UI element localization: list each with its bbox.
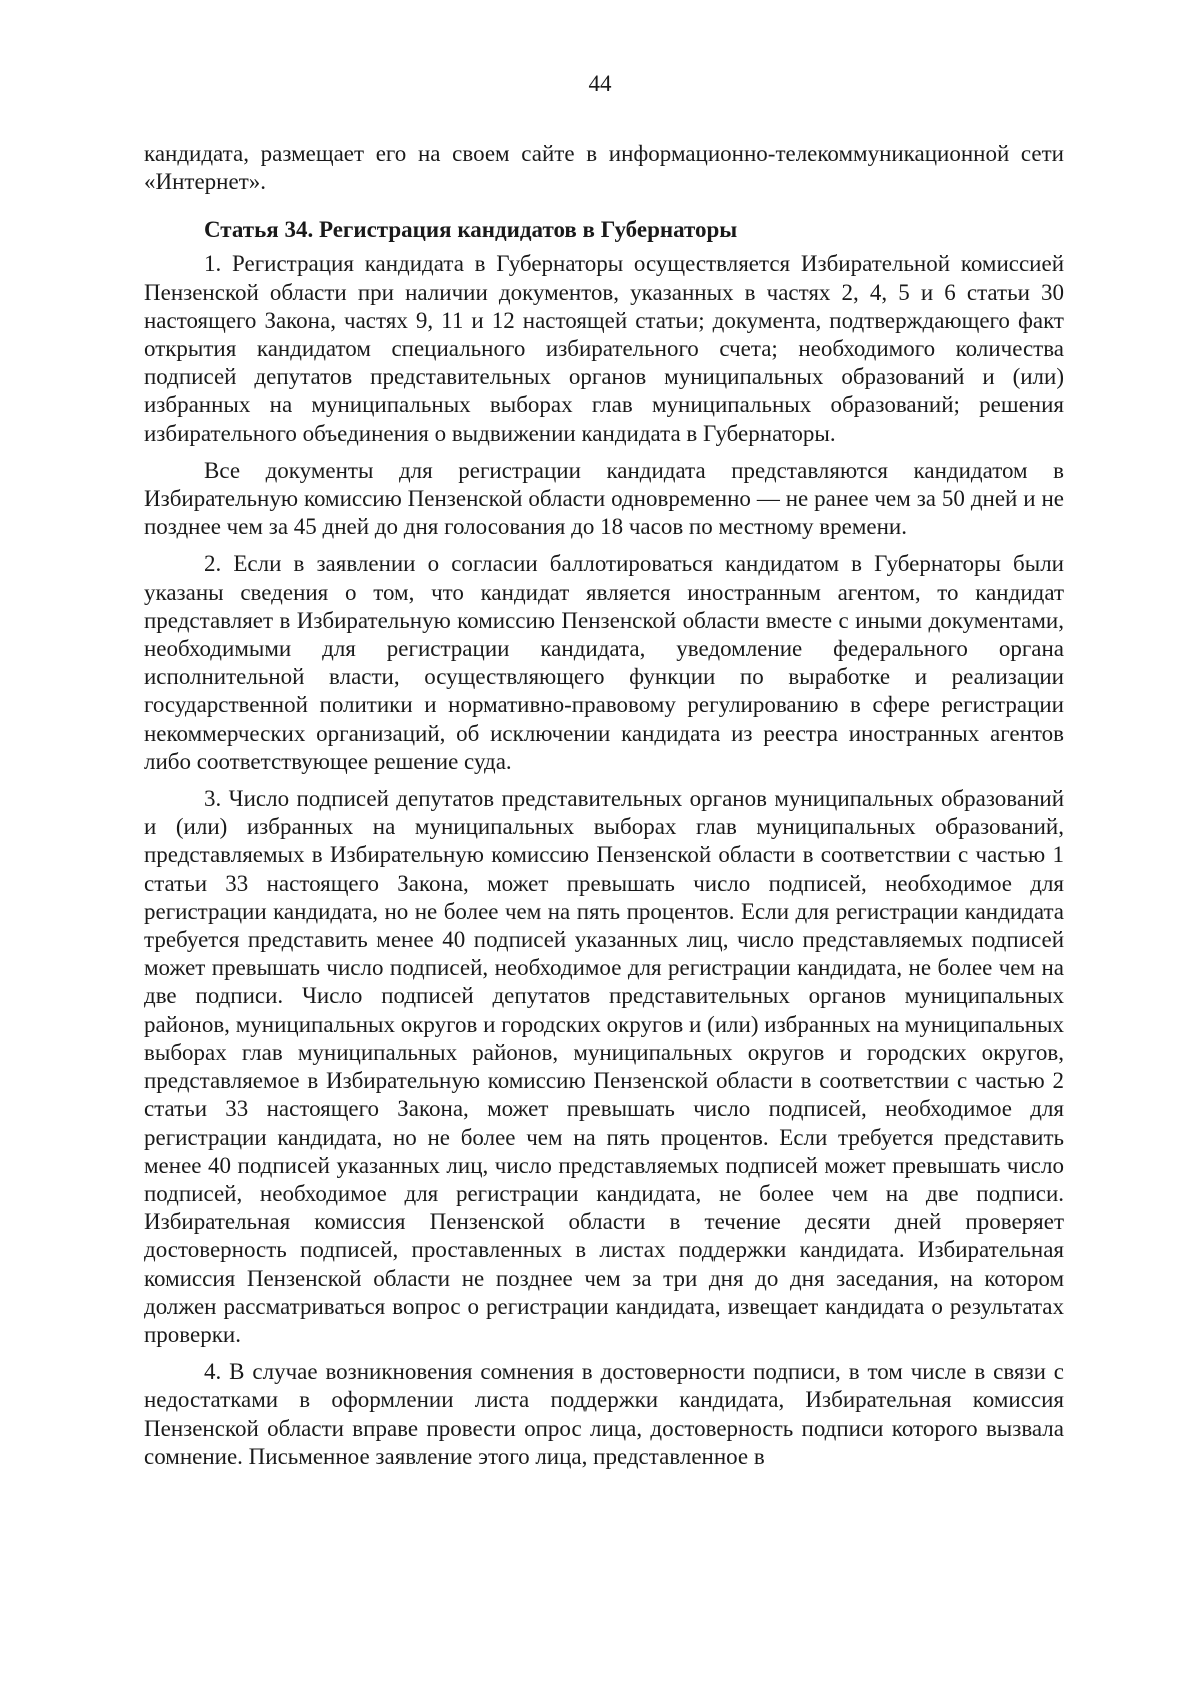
- paragraph-part-1: 1. Регистрация кандидата в Губернаторы осуществляется Избирательной комиссией Пензенской области при наличии документов, указанных в частях 2, 4, 5 и 6 статьи 30 настоящего Закона, частях 9, 11 и 12 настоящей статьи; документа, подтверждающего факт открытия кандидатом специального избирательного счета; необходимого количества подписей депутатов представительных органов муниципальных образований и (или) избранных на муниципальных выборах глав муниципальных образований; решения избирательного объединения о выдвижении кандидата в Губернаторы.: [144, 251, 1064, 446]
- continuation-paragraph: кандидата, размещает его на своем сайте в информационно-телекоммуникационной сети «Интернет».: [144, 141, 1064, 195]
- paragraph-part-2: 2. Если в заявлении о согласии баллотироваться кандидатом в Губернаторы были указаны сведения о том, что кандидат является иностранным агентом, то кандидат представляет в Избирательную комиссию Пензенской области вместе с иными документами, необходимыми для регистрации кандидата, уведомление федерального органа исполнительной власти, осуществляющего функции по выработке и реализации государственной политики и нормативно-правовому регулированию в сфере регистрации некоммерческих организаций, об исключении кандидата из реестра иностранных агентов либо соответствующее решение суда.: [144, 551, 1064, 774]
- paragraph-documents-deadline: Все документы для регистрации кандидата представляются кандидатом в Избирательную комиссию Пензенской области одновременно — не ранее чем за 50 дней и не позднее чем за 45 дней до дня голосования до 18 часов по местному времени.: [144, 457, 1064, 540]
- document-body: [144, 140, 1064, 1471]
- page-number: 44: [588, 71, 612, 96]
- article-heading: Статья 34. Регистрация кандидатов в Губернаторы: [204, 217, 738, 243]
- paragraph-part-3: 3. Число подписей депутатов представительных органов муниципальных образований и (или) избранных на муниципальных выборах глав муниципальных образований, представляемых в Избирательную комиссию Пензенской области в соответствии с частью 1 статьи 33 настоящего Закона, может превышать число подписей, необходимое для регистрации кандидата, но не более чем на пять процентов. Если для регистрации кандидата требуется представить менее 40 подписей указанных лиц, число представляемых подписей может превышать число подписей, необходимое для регистрации кандидата, не более чем на две подписи. Число подписей депутатов представительных органов муниципальных районов, муниципальных округов и городских округов и (или) избранных на муниципальных выборах глав муниципальных районов, муниципальных округов и городских округов, представляемое в Избирательную комиссию Пензенской области в соответствии с частью 2 статьи 33 настоящего Закона, может превышать число подписей, необходимое для регистрации кандидата, но не более чем на пять процентов. Если требуется представить менее 40 подписей указанных лиц, число представляемых подписей может превышать число подписей, необходимое для регистрации кандидата, не более чем на две подписи. Избирательная комиссия Пензенской области в течение десяти дней проверяет достоверность подписей, проставленных в листах поддержки кандидата. Избирательная комиссия Пензенской области не позднее чем за три дня до дня заседания, на котором должен рассматриваться вопрос о регистрации кандидата, извещает кандидата о результатах проверки.: [144, 786, 1064, 1347]
- paragraph-part-4: 4. В случае возникновения сомнения в достоверности подписи, в том числе в связи с недостатками в оформлении листа поддержки кандидата, Избирательная комиссия Пензенской области вправе провести опрос лица, достоверность подписи которого вызвала сомнение. Письменное заявление этого лица, представленное в: [144, 1359, 1064, 1469]
